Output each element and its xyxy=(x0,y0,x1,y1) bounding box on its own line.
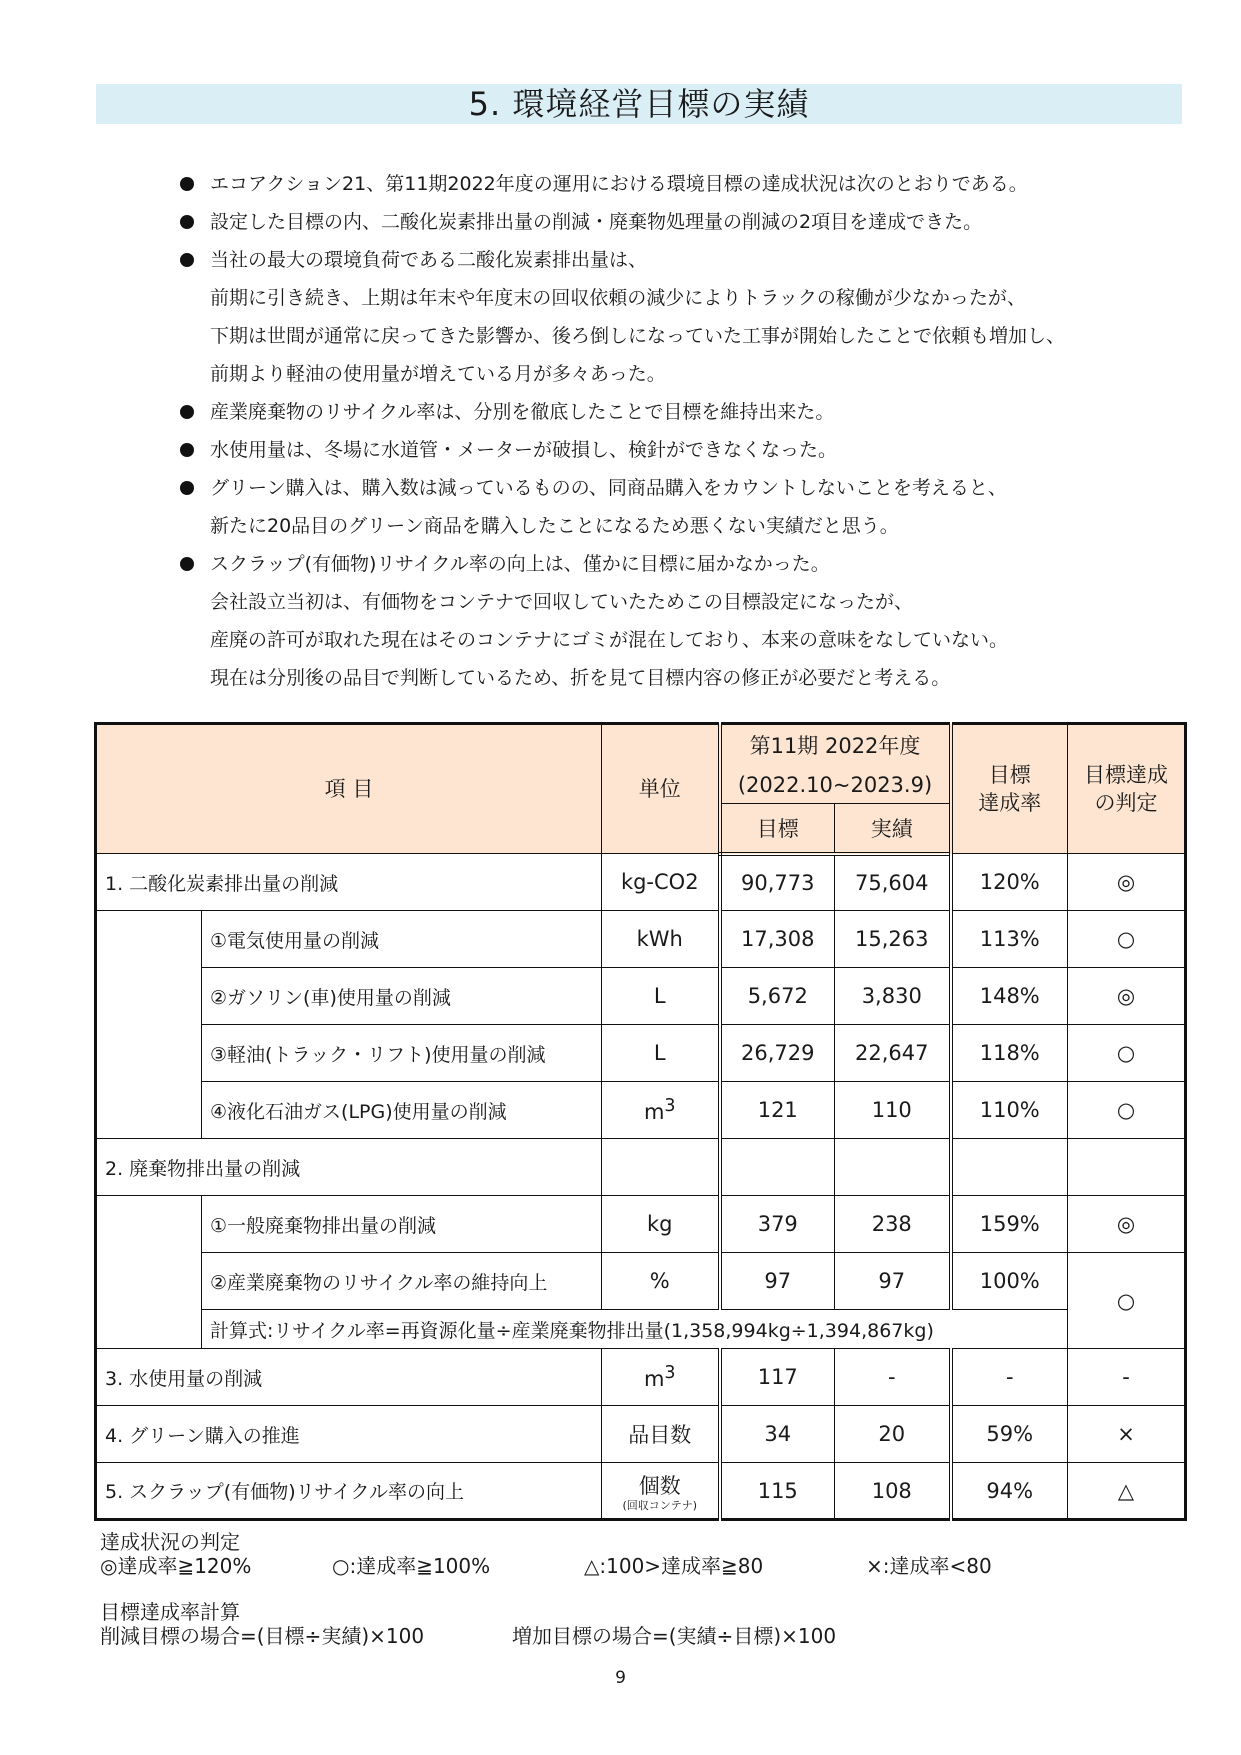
page-number: 9 xyxy=(615,1668,626,1688)
bullet-item: 当社の最大の環境負荷である二酸化炭素排出量は、 xyxy=(180,241,1140,279)
bullet-continuation: 産廃の許可が取れた現在はそのコンテナにゴミが混在しており、本来の意味をなしていない。 xyxy=(210,629,1009,651)
table-row: 5. スクラップ(有価物)リサイクル率の向上 個数 (回収コンテナ) 115 108 94% △ xyxy=(96,1463,1186,1520)
bullet-continuation: 会社設立当初は、有価物をコンテナで回収していたためこの目標設定になったが、 xyxy=(210,591,914,613)
bullet-item: 設定した目標の内、二酸化炭素排出量の削減・廃棄物処理量の削減の2項目を達成できた。 xyxy=(180,203,1140,241)
bullet-continuation: 下期は世間が通常に戻ってきた影響か、後ろ倒しになっていた工事が開始したことで依頼も増加し、 xyxy=(210,325,1066,347)
summary-bullets xyxy=(180,165,1140,697)
table-row: 3. 水使用量の削減 $m^3$ 117 - - - xyxy=(96,1349,1186,1406)
table-row: 1. 二酸化炭素排出量の削減 kg-CO2 90,773 75,604 120% ◎ xyxy=(96,854,1186,911)
judge-title: 達成状況の判定 xyxy=(100,1530,240,1554)
formula-row xyxy=(96,1310,1186,1349)
header-item: 項 目 xyxy=(96,724,602,854)
bullet-continuation: 前期より軽油の使用量が増えている月が多々あった。 xyxy=(210,363,666,385)
table-row: ②ガソリン(車)使用量の削減 L 5,672 3,830 148% ◎ xyxy=(96,968,1186,1025)
legend-notes xyxy=(100,1530,1100,1648)
formula-text: 計算式:リサイクル率=再資源化量÷産業廃棄物排出量(1,358,994kg÷1,394,867kg) xyxy=(202,1310,1068,1349)
calc-title: 目標達成率計算 xyxy=(100,1600,240,1624)
header-unit: 単位 xyxy=(602,724,720,854)
bullet-item: グリーン購入は、購入数は減っているものの、同商品購入をカウントしないことを考えると、 xyxy=(180,469,1140,507)
bullet-dot-icon xyxy=(180,443,194,457)
page-title: 5. 環境経営目標の実績 xyxy=(96,84,1182,124)
bullet-dot-icon xyxy=(180,481,194,495)
header-actual: 実績 xyxy=(835,804,951,854)
bullet-item: 水使用量は、冬場に水道管・メーターが破損し、検針ができなくなった。 xyxy=(180,431,1140,469)
header-period-range: (2022.10~2023.9) xyxy=(720,768,951,804)
calc-items: 削減目標の場合=(目標÷実績)×100 増加目標の場合=(実績÷目標)×100 xyxy=(100,1624,837,1648)
bullet-dot-icon xyxy=(180,557,194,571)
bullet-continuation: 前期に引き続き、上期は年末や年度末の回収依頼の減少によりトラックの稼働が少なかったが、 xyxy=(210,287,1026,309)
results-table xyxy=(94,722,1187,1521)
table-row: 2. 廃棄物排出量の削減 xyxy=(96,1139,1186,1196)
table-row: ③軽油(トラック・リフト)使用量の削減 L 26,729 22,647 118% ○ xyxy=(96,1025,1186,1082)
bullet-item: 産業廃棄物のリサイクル率は、分別を徹底したことで目標を維持出来た。 xyxy=(180,393,1140,431)
bullet-continuation: 現在は分別後の品目で判断しているため、折を見て目標内容の修正が必要だと考える。 xyxy=(210,667,951,689)
table-row: ④液化石油ガス(LPG)使用量の削減 $m^3$ 121 110 110% ○ xyxy=(96,1082,1186,1139)
indent-cell xyxy=(96,911,202,1139)
indent-cell xyxy=(96,1196,202,1349)
bullet-dot-icon xyxy=(180,215,194,229)
header-target: 目標 xyxy=(720,804,835,854)
bullet-item: スクラップ(有価物)リサイクル率の向上は、僅かに目標に届かなかった。 xyxy=(180,545,1140,583)
table-row: ①一般廃棄物排出量の削減 kg 379 238 159% ◎ xyxy=(96,1196,1186,1253)
header-rate: 目標 達成率 xyxy=(951,724,1068,854)
header-period: 第11期 2022年度 xyxy=(720,724,951,768)
header-judge: 目標達成 の判定 xyxy=(1068,724,1186,854)
bullet-dot-icon xyxy=(180,253,194,267)
judge-items: ◎達成率≧120% ○:達成率≧100% △:100>達成率≧80 ×:達成率<80 xyxy=(100,1554,992,1578)
bullet-item: エコアクション21、第11期2022年度の運用における環境目標の達成状況は次のとおりである。 xyxy=(180,165,1140,203)
table-row: ②産業廃棄物のリサイクル率の維持向上 % 97 97 100% ○ xyxy=(96,1253,1186,1310)
bullet-dot-icon xyxy=(180,405,194,419)
bullet-continuation: 新たに20品目のグリーン商品を購入したことになるため悪くない実績だと思う。 xyxy=(210,515,899,537)
table-row: 4. グリーン購入の推進 品目数 34 20 59% × xyxy=(96,1406,1186,1463)
bullet-dot-icon xyxy=(180,177,194,191)
table-row: ①電気使用量の削減 kWh 17,308 15,263 113% ○ xyxy=(96,911,1186,968)
